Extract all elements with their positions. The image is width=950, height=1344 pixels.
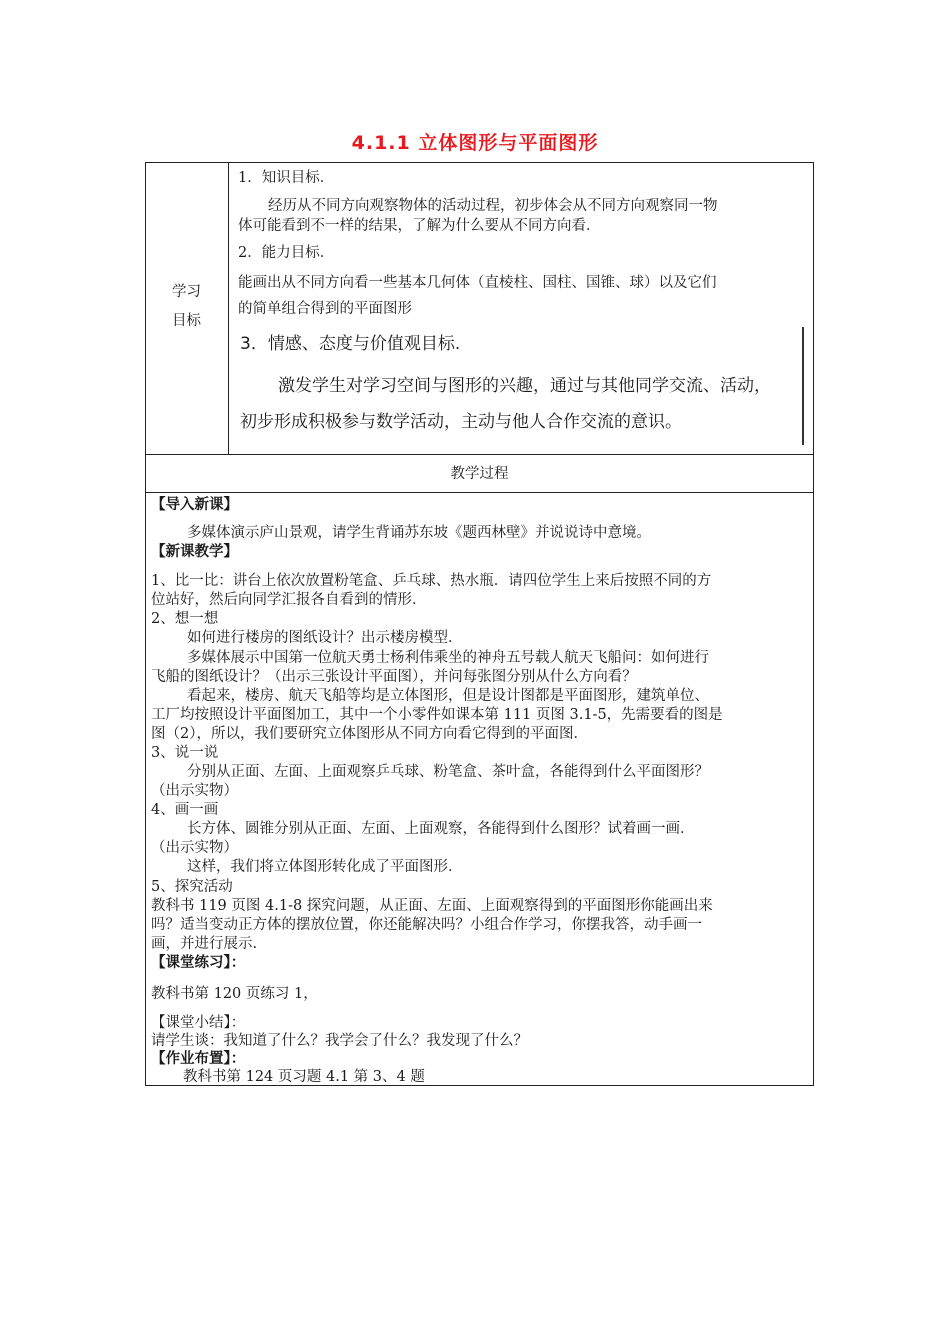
goal-column-divider — [228, 162, 229, 454]
step2-line3: 飞船的图纸设计？（出示三张设计平面图），并问每张图分别从什么方向看？ — [151, 669, 637, 685]
step2-line2: 多媒体展示中国第一位航天勇士杨利伟乘坐的神舟五号载人航天飞船问：如何进行 — [187, 650, 709, 666]
step2-line6: 图（2），所以，我们要研究立体图形从不同方向看它得到的平面图． — [151, 726, 588, 742]
row-divider-process-header — [145, 492, 814, 493]
step2-line1: 如何进行楼房的图纸设计？出示楼房模型． — [187, 630, 463, 646]
homework-text: 教科书第 124 页习题 4.1 第 3、4 题 — [183, 1069, 425, 1085]
step2-line5: 工厂均按照设计平面图加工，其中一个小零件如课本第 111 页图 3.1-5，先需要看的图是 — [151, 707, 723, 723]
homework-heading: 【作业布置】： — [151, 1051, 246, 1067]
ability-goal-text-2: 的简单组合得到的平面图形 — [238, 301, 412, 317]
process-header: 教学过程 — [450, 466, 509, 482]
practice-text: 教科书第 120 页练习 1， — [151, 986, 318, 1002]
step1-line2: 位站好，然后向同学汇报各自看到的情形． — [151, 592, 427, 608]
step4-line3: 这样，我们将立体图形转化成了平面图形． — [187, 859, 463, 875]
step2-line4: 看起来，楼房、航天飞船等均是立体图形，但是设计图都是平面图形，建筑单位、 — [187, 688, 709, 704]
step3-heading: 3、说一说 — [151, 745, 219, 761]
intro-heading: 【导入新课】 — [151, 497, 238, 513]
step3-line1: 分别从正面、左面、上面观察乒乓球、粉笔盒、茶叶盒，各能得到什么平面图形？ — [187, 764, 709, 780]
summary-text: 请学生谈：我知道了什么？我学会了什么？我发现了什么？ — [151, 1033, 528, 1049]
step5-heading: 5、探究活动 — [151, 879, 233, 895]
step5-line1: 教科书 119 页图 4.1-8 探究问题，从正面、左面、上面观察得到的平面图形你能画出来 — [151, 898, 713, 914]
step4-heading: 4、画一画 — [151, 802, 219, 818]
step4-line2: （出示实物） — [151, 840, 238, 856]
summary-heading: 【课堂小结】： — [151, 1015, 246, 1031]
goals-label-line2: 目标 — [172, 313, 201, 329]
step5-line2: 吗？适当变动正方体的摆放位置，你还能解决吗？小组合作学习，你摆我答，动手画一 — [151, 917, 702, 933]
knowledge-goal-heading: 1．知识目标． — [238, 170, 335, 186]
step5-line3: 画，并进行展示. — [151, 936, 258, 952]
emotion-goal-text-1: 激发学生对学习空间与图形的兴趣，通过与其他同学交流、活动， — [278, 376, 771, 396]
new-lesson-heading: 【新课教学】 — [151, 544, 238, 560]
row-divider-goals — [145, 454, 814, 455]
emotion-goal-heading: 3．情感、态度与价值观目标. — [240, 334, 461, 354]
knowledge-goal-text-1: 经历从不同方向观察物体的活动过程，初步体会从不同方向观察同一物 — [268, 198, 718, 214]
emotion-goal-text-2: 初步形成积极参与数学活动，主动与他人合作交流的意识。 — [240, 412, 682, 432]
goals-label-line1: 学习 — [172, 284, 201, 300]
step1-line1: 1、比一比：讲台上依次放置粉笔盒、乒乓球、热水瓶．请四位学生上来后按照不同的方 — [151, 573, 712, 589]
step4-line1: 长方体、圆锥分别从正面、左面、上面观察，各能得到什么图形？试着画一画． — [187, 821, 695, 837]
practice-heading: 【课堂练习】： — [151, 955, 246, 971]
ability-goal-text-1: 能画出从不同方向看一些基本几何体（直棱柱、国柱、国锥、球）以及它们 — [238, 275, 717, 291]
emotion-goal-block — [232, 327, 806, 446]
knowledge-goal-text-2: 体可能看到不一样的结果，了解为什么要从不同方向看． — [238, 218, 601, 234]
image-edge-line — [802, 327, 804, 445]
step2-heading: 2、想一想 — [151, 611, 219, 627]
step3-line2: （出示实物） — [151, 783, 238, 799]
intro-text: 多媒体演示庐山景观，请学生背诵苏东坡《题西林壁》并说说诗中意境。 — [187, 525, 651, 541]
page-title: 4.1.1 立体图形与平面图形 — [351, 132, 599, 154]
ability-goal-heading: 2．能力目标． — [238, 245, 335, 261]
